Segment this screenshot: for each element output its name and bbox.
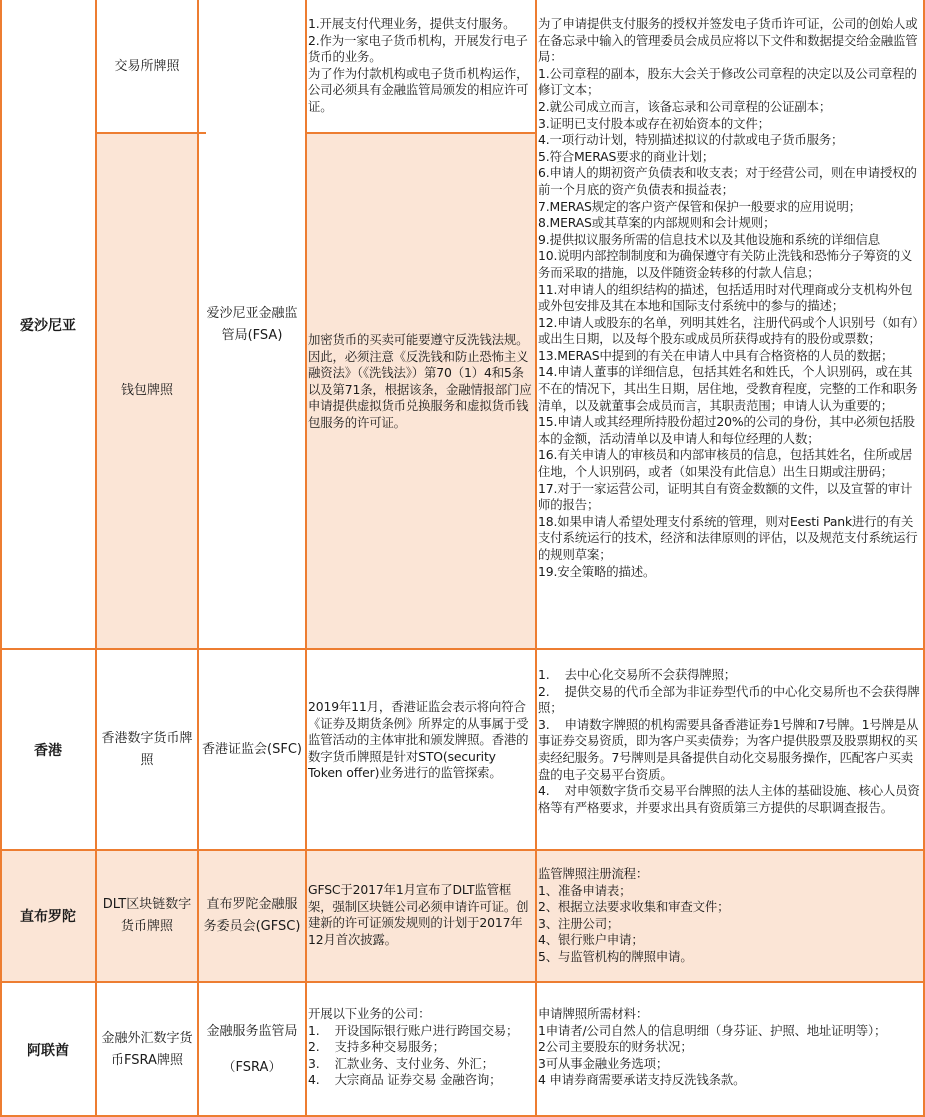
requirement-line: 15.申请人或其经理所持股份超过20%的公司的身份，其中必须包括股本的金额，活动清单以及申请人和每位经理的人数； [538,414,915,446]
requirement-line: 7.MERAS规定的客户资产保管和保护一般要求的应用说明； [538,198,862,214]
description-line: 2.作为一家电子货币机构，开展发行电子货币的业务。 [308,32,528,65]
license-name: 交易所牌照 [114,58,180,74]
country-name: 阿联酋 [27,1042,69,1059]
description-line: 加密货币的买卖可能要遵守反洗钱法规。因此，必须注意《反洗钱和防止恐怖主义融资法》（《洗钱法》）第70（1）4和5条以及第71条，根据该条，金融情报部门应申请提供虚拟货币兑换服务和虚拟货币钱包服务的许可证。 [308,332,532,430]
regulator-name: 香港证监会(SFC) [202,741,302,757]
regulator-name: 爱沙尼亚金融监管局(FSA) [206,305,298,343]
description-line: 3. 汇款业务、支付业务、外汇； [308,1055,494,1071]
requirements-cell-hongkong [536,649,925,850]
country-cell-uae [0,982,96,1117]
license-cell-wallet [96,133,198,649]
description-line: 2. 支持多种交易服务； [308,1039,445,1055]
description-line: 1.开展支付代理业务，提供支付服务。 [308,16,516,31]
requirement-line: 4. 对申领数字货币交易平台牌照的法人主体的基础设施、核心人员资格等有严格要求，并要求出具有资质第三方提供的尽职调查报告。 [538,783,920,815]
grid-line [0,981,925,983]
requirement-line: 11.对申请人的组织结构的描述，包括适用时对代理商或分支机构外包或外包安排及其在本地和国际支付系统中的参与的描述； [538,281,913,314]
requirement-line: 17.对于一家运营公司，证明其自有资金数额的文件，以及宣誓的审计师的报告； [538,480,913,513]
license-name: 金融外汇数字货币FSRA牌照 [101,1030,193,1068]
description-cell-exchange [306,15,536,133]
requirement-line: 4.一项行动计划，特别描述拟议的付款或电子货币服务； [538,132,844,148]
country-cell-gibraltar [0,850,96,982]
description-line: 1. 开设国际银行账户进行跨国交易； [308,1022,519,1038]
regulator-cell-uae [198,982,306,1117]
requirement-line: 16.有关申请人的审核员和内部审核员的信息，包括其姓名，住所或居住地，个人识别码，或者（如果没有此信息）出生日期或注册码； [538,447,913,480]
requirements-cell-uae [536,982,925,1117]
requirement-line: 为了申请提供支付服务的授权并签发电子货币许可证，公司的创始人或在备忘录中输入的管理委员会成员应将以下文件和数据提交给金融监管局： [538,16,918,65]
description-line: 为了作为付款机构或电子货币机构运作，公司必须具有金融监管局颁发的相应许可证。 [308,65,529,114]
requirements-cell-estonia [536,15,925,649]
grid-line [0,849,925,851]
grid-line [197,0,199,1117]
requirement-line: 3. 申请数字牌照的机构需要具备香港证券1号牌和7号牌。1号牌是从事证券交易资质，即为客户买卖债券；为客户提供股票及股票期权的买卖经纪服务。7号牌则是具备提供自动化交易服务操作，匹配客户买卖盘的电子交易平台资质。 [538,716,919,782]
description-line: 2019年11月，香港证监会表示将向符合《证券及期货条例》所界定的从事属于受监管活动的主体审批和颁发牌照。香港的数字货币牌照是针对STO(security Token offer)业务进行的监管探索。 [308,699,529,781]
requirement-line: 8.MERAS或其草案的内部规则和会计规则； [538,215,776,231]
requirement-line: 1、准备申请表； [538,882,632,898]
requirement-line: 4、银行账户申请； [538,932,644,948]
description-cell-uae [306,982,536,1117]
requirement-line: 14.申请人董事的详细信息，包括其姓名和姓氏，个人识别码，或在其不在的情况下，其出生日期，居住地，受教育程度，完整的工作和职务清单，以及就董事会成员而言，其职责范围；申请人认为重要的； [538,364,918,413]
regulator-abbr: （FSRA） [222,1059,282,1075]
requirement-line: 申请牌照所需材料： [538,1006,649,1021]
grid-line [305,0,307,1117]
grid-line [0,0,2,1117]
description-line: 开展以下业务的公司： [308,1006,431,1021]
requirement-line: 2.就公司成立而言，该备忘录和公司章程的公证副本； [538,98,832,114]
license-cell-hongkong [96,649,198,850]
requirement-line: 2、根据立法要求收集和审查文件； [538,899,730,915]
grid-line [96,132,206,134]
description-cell-wallet [306,133,536,649]
requirement-line: 3可从事金融业务选项； [538,1055,669,1071]
grid-line [306,132,536,134]
requirement-line: 1.公司章程的副本，股东大会关于修改公司章程的决定以及公司章程的修订文本； [538,65,917,98]
regulator-cell-gibraltar [198,850,306,982]
license-cell-exchange [96,0,198,133]
requirements-cell-gibraltar [536,850,925,982]
requirement-line: 19.安全策略的描述。 [538,563,656,579]
requirement-line: 4 申请券商需要承诺支持反洗钱条款。 [538,1072,746,1088]
country-name: 香港 [34,742,62,759]
country-name: 直布罗陀 [20,909,76,925]
grid-line [0,648,925,650]
description-cell-hongkong [306,649,536,850]
license-name: DLT区块链数字货币牌照 [102,897,192,934]
country-cell-hongkong [0,649,96,850]
license-cell-gibraltar [96,850,198,982]
requirement-line: 监管牌照注册流程： [538,866,649,881]
description-line: 4. 大宗商品 证券交易 金融咨询； [308,1072,502,1088]
grid-line [535,0,537,1117]
country-cell-estonia [0,0,96,649]
regulator-name: 金融服务监管局 [206,1023,298,1039]
requirement-line: 1申请者/公司自然人的信息明细（身芬证、护照、地址证明等）； [538,1022,887,1038]
requirement-line: 2. 提供交易的代币全部为非证券型代币的中心化交易所也不会获得牌照； [538,683,920,716]
requirement-line: 6.申请人的期初资产负债表和收支表；对于经营公司，则在申请授权的前一个月底的资产负债表和损益表； [538,165,917,197]
requirement-line: 3.证明已支付股本或存在初始资本的文件； [538,115,770,131]
regulator-name: 直布罗陀金融服务委员会(GFSC) [203,897,301,934]
requirement-line: 12.申请人或股东的名单，列明其姓名，注册代码或个人识别号（如有）或出生日期，以及每个股东或成员所获得或持有的股份或票数； [538,314,919,347]
country-name: 爱沙尼亚 [20,317,76,334]
license-name: 钱包牌照 [120,383,173,398]
description-line: GFSC于2017年1月宣布了DLT监管框架，强制区块链公司必须申请许可证。创建新的许可证颁发规则的计划于2017年12月首次披露。 [308,882,529,947]
regulator-cell-estonia [198,0,306,649]
requirement-line: 9.提供拟议服务所需的信息技术以及其他设施和系统的详细信息 [538,231,881,247]
requirement-line: 1. 去中心化交易所不会获得牌照； [538,667,737,682]
requirement-line: 2公司主要股东的财务状况； [538,1039,693,1055]
description-cell-gibraltar [306,850,536,982]
grid-line [95,0,97,1117]
requirement-line: 10.说明内部控制制度和为确保遵守有关防止洗钱和恐怖分子筹资的义务而采取的措施，以及伴随资金转移的付款人信息； [538,248,913,280]
license-cell-uae [96,982,198,1117]
requirement-line: 5.符合MERAS要求的商业计划； [538,148,715,164]
requirement-line: 18.如果申请人希望处理支付系统的管理，则对Eesti Pank进行的有关支付系统运行的技术，经济和法律原则的评估，以及规范支付系统运行的规则草案； [538,513,918,562]
requirement-line: 5、与监管机构的牌照申请。 [538,948,693,964]
requirement-line: 13.MERAS中提到的有关在申请人中具有合格资格的人员的数据； [538,347,894,363]
requirement-line: 3、注册公司； [538,915,620,931]
regulator-cell-hongkong [198,649,306,850]
license-name: 香港数字货币牌照 [101,730,193,768]
